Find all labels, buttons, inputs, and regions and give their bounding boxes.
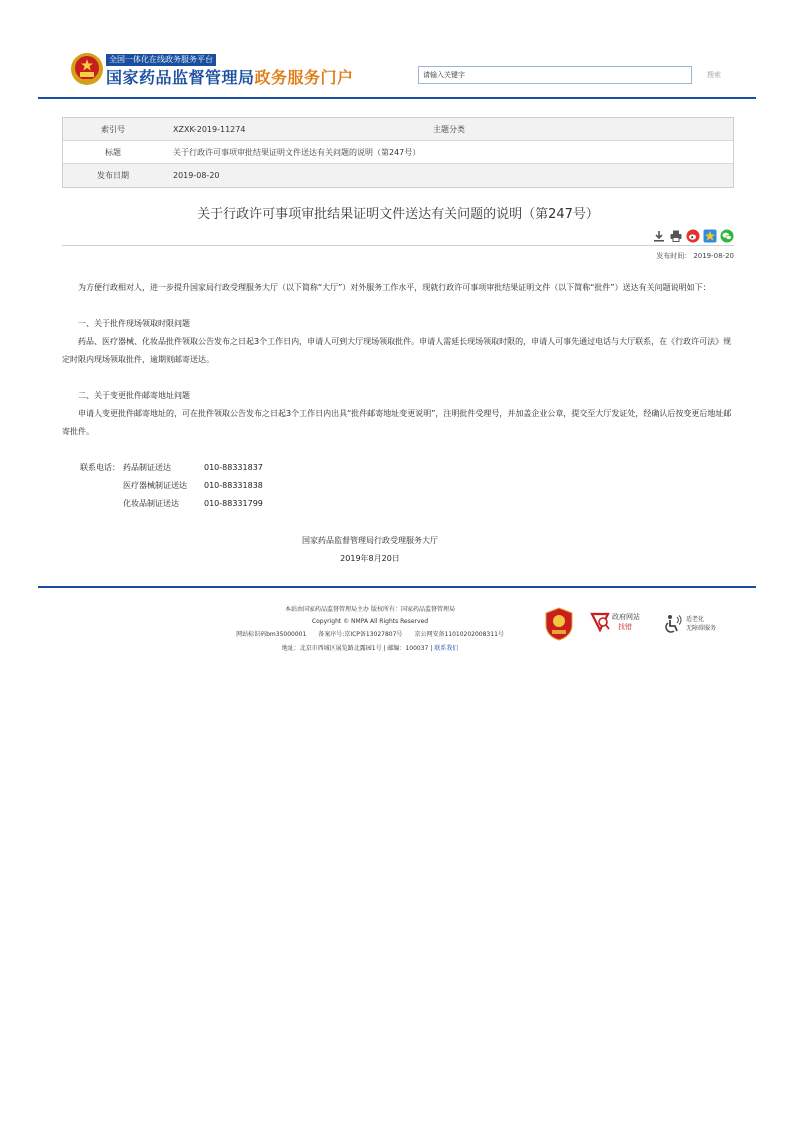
access-badge-line1: 适老化 [686, 616, 705, 623]
contact-name: 药品制证送达 [123, 463, 171, 472]
qzone-icon[interactable] [703, 229, 717, 243]
signature-date: 2019年8月20日 [340, 554, 400, 563]
contact-row-1 [80, 477, 263, 495]
meta-category-label: 主题分类 [433, 124, 465, 134]
contact-name: 化妆品制证送达 [123, 499, 179, 508]
meta-index-value: XZXK-2019-11274 [173, 124, 246, 134]
accessibility-icon [664, 614, 682, 634]
section1-body: 药品、医疗器械、化妆品批件领取公告发布之日起3个工作日内，申请人可到大厅现场领取批件。申请人需延长现场领取时限的，申请人可事先通过电话与大厅联系，在《行政许可法》规定时限内现场领取批件，逾期则邮寄送达。 [62, 337, 732, 364]
portal-title-part1: 国家药品监督管理局 [106, 68, 255, 87]
contact-phone: 010-88331799 [204, 499, 263, 508]
title-divider [62, 245, 734, 246]
download-icon[interactable] [652, 229, 666, 243]
contact-phone: 010-88331837 [204, 463, 263, 472]
portal-title[interactable] [106, 67, 354, 89]
contact-phone: 010-88331838 [204, 481, 263, 490]
section2-body: 申请人变更批件邮寄地址的，可在批件领取公告发布之日起3个工作日内出具“批件邮寄地址变更说明”，注明批件受理号，并加盖企业公章，提交至大厅发证处，经确认后按变更后地址邮寄批件。 [62, 409, 732, 436]
weibo-icon[interactable] [686, 229, 700, 243]
portal-title-part2: 政务服务门户 [254, 68, 354, 87]
wechat-icon[interactable] [720, 229, 734, 243]
search-button[interactable]: 搜索 [694, 66, 734, 84]
gov-badge-line2: 找错 [618, 623, 632, 631]
signature-org: 国家药品监督管理局行政受理服务大厅 [302, 536, 438, 545]
meta-row-date [63, 164, 733, 187]
footer-divider [38, 586, 756, 588]
national-emblem-icon[interactable] [70, 52, 104, 86]
meta-index-label: 索引号 [101, 124, 125, 134]
article-tools [652, 229, 734, 243]
document-meta-table [62, 117, 734, 188]
header-divider [38, 97, 756, 99]
accessibility-badge[interactable] [662, 612, 732, 636]
gov-site-error-badge[interactable] [590, 610, 650, 634]
footer-icp[interactable]: 备案序号:京ICP备13027807号 [318, 631, 403, 638]
access-badge-line2: 无障碍服务 [686, 625, 717, 632]
footer-police[interactable]: 京公网安备11010202008311号 [414, 631, 504, 638]
meta-title-value: 关于行政许可事项审批结果证明文件送达有关问题的说明（第247号） [173, 147, 421, 157]
footer-site-id: 网站标识码bm35000001 [236, 631, 307, 638]
platform-label: 全国一体化在线政务服务平台 [106, 54, 216, 66]
article-intro: 为方便行政相对人，进一步提升国家局行政受理服务大厅（以下简称“大厅”）对外服务工作水平，现就行政许可事项审批结果证明文件（以下简称“批件”）送达有关问题说明如下： [78, 283, 711, 292]
meta-date-value: 2019-08-20 [173, 171, 220, 180]
gov-badge-line1: 政府网站 [612, 613, 640, 621]
footer-address-row [220, 643, 520, 655]
gov-site-icon [590, 610, 610, 634]
meta-row-title [63, 141, 733, 164]
footer-address: 地址：北京市西城区展览路北露园1号 | 邮编：100037 | [281, 645, 433, 652]
footer-line1: 本站由国家药品监督管理局主办 版权所有：国家药品监督管理局 [285, 606, 455, 613]
print-icon[interactable] [669, 229, 683, 243]
meta-title-label: 标题 [105, 147, 121, 157]
party-org-icon[interactable] [545, 607, 573, 641]
publish-time [654, 251, 734, 261]
contact-name: 医疗器械制证送达 [123, 481, 187, 490]
footer-copyright: Copyright © NMPA All Rights Reserved [311, 618, 429, 625]
article-title: 关于行政许可事项审批结果证明文件送达有关问题的说明（第247号） [197, 207, 599, 222]
contact-row-2 [80, 495, 263, 513]
publish-time-label: 发布时间： [656, 252, 692, 260]
section2-heading: 二、关于变更批件邮寄地址问题 [78, 391, 190, 400]
meta-row-index [63, 118, 733, 141]
site-header [38, 44, 756, 100]
publish-time-value: 2019-08-20 [693, 252, 734, 260]
section1-heading: 一、关于批件现场领取时限问题 [78, 319, 190, 328]
contact-label: 联系电话： [80, 463, 120, 472]
contact-row-0 [80, 459, 263, 477]
footer-registration [220, 629, 520, 641]
search-input[interactable] [418, 66, 692, 84]
footer-contact-link[interactable]: 联系我们 [434, 645, 459, 652]
meta-date-label: 发布日期 [97, 171, 129, 180]
